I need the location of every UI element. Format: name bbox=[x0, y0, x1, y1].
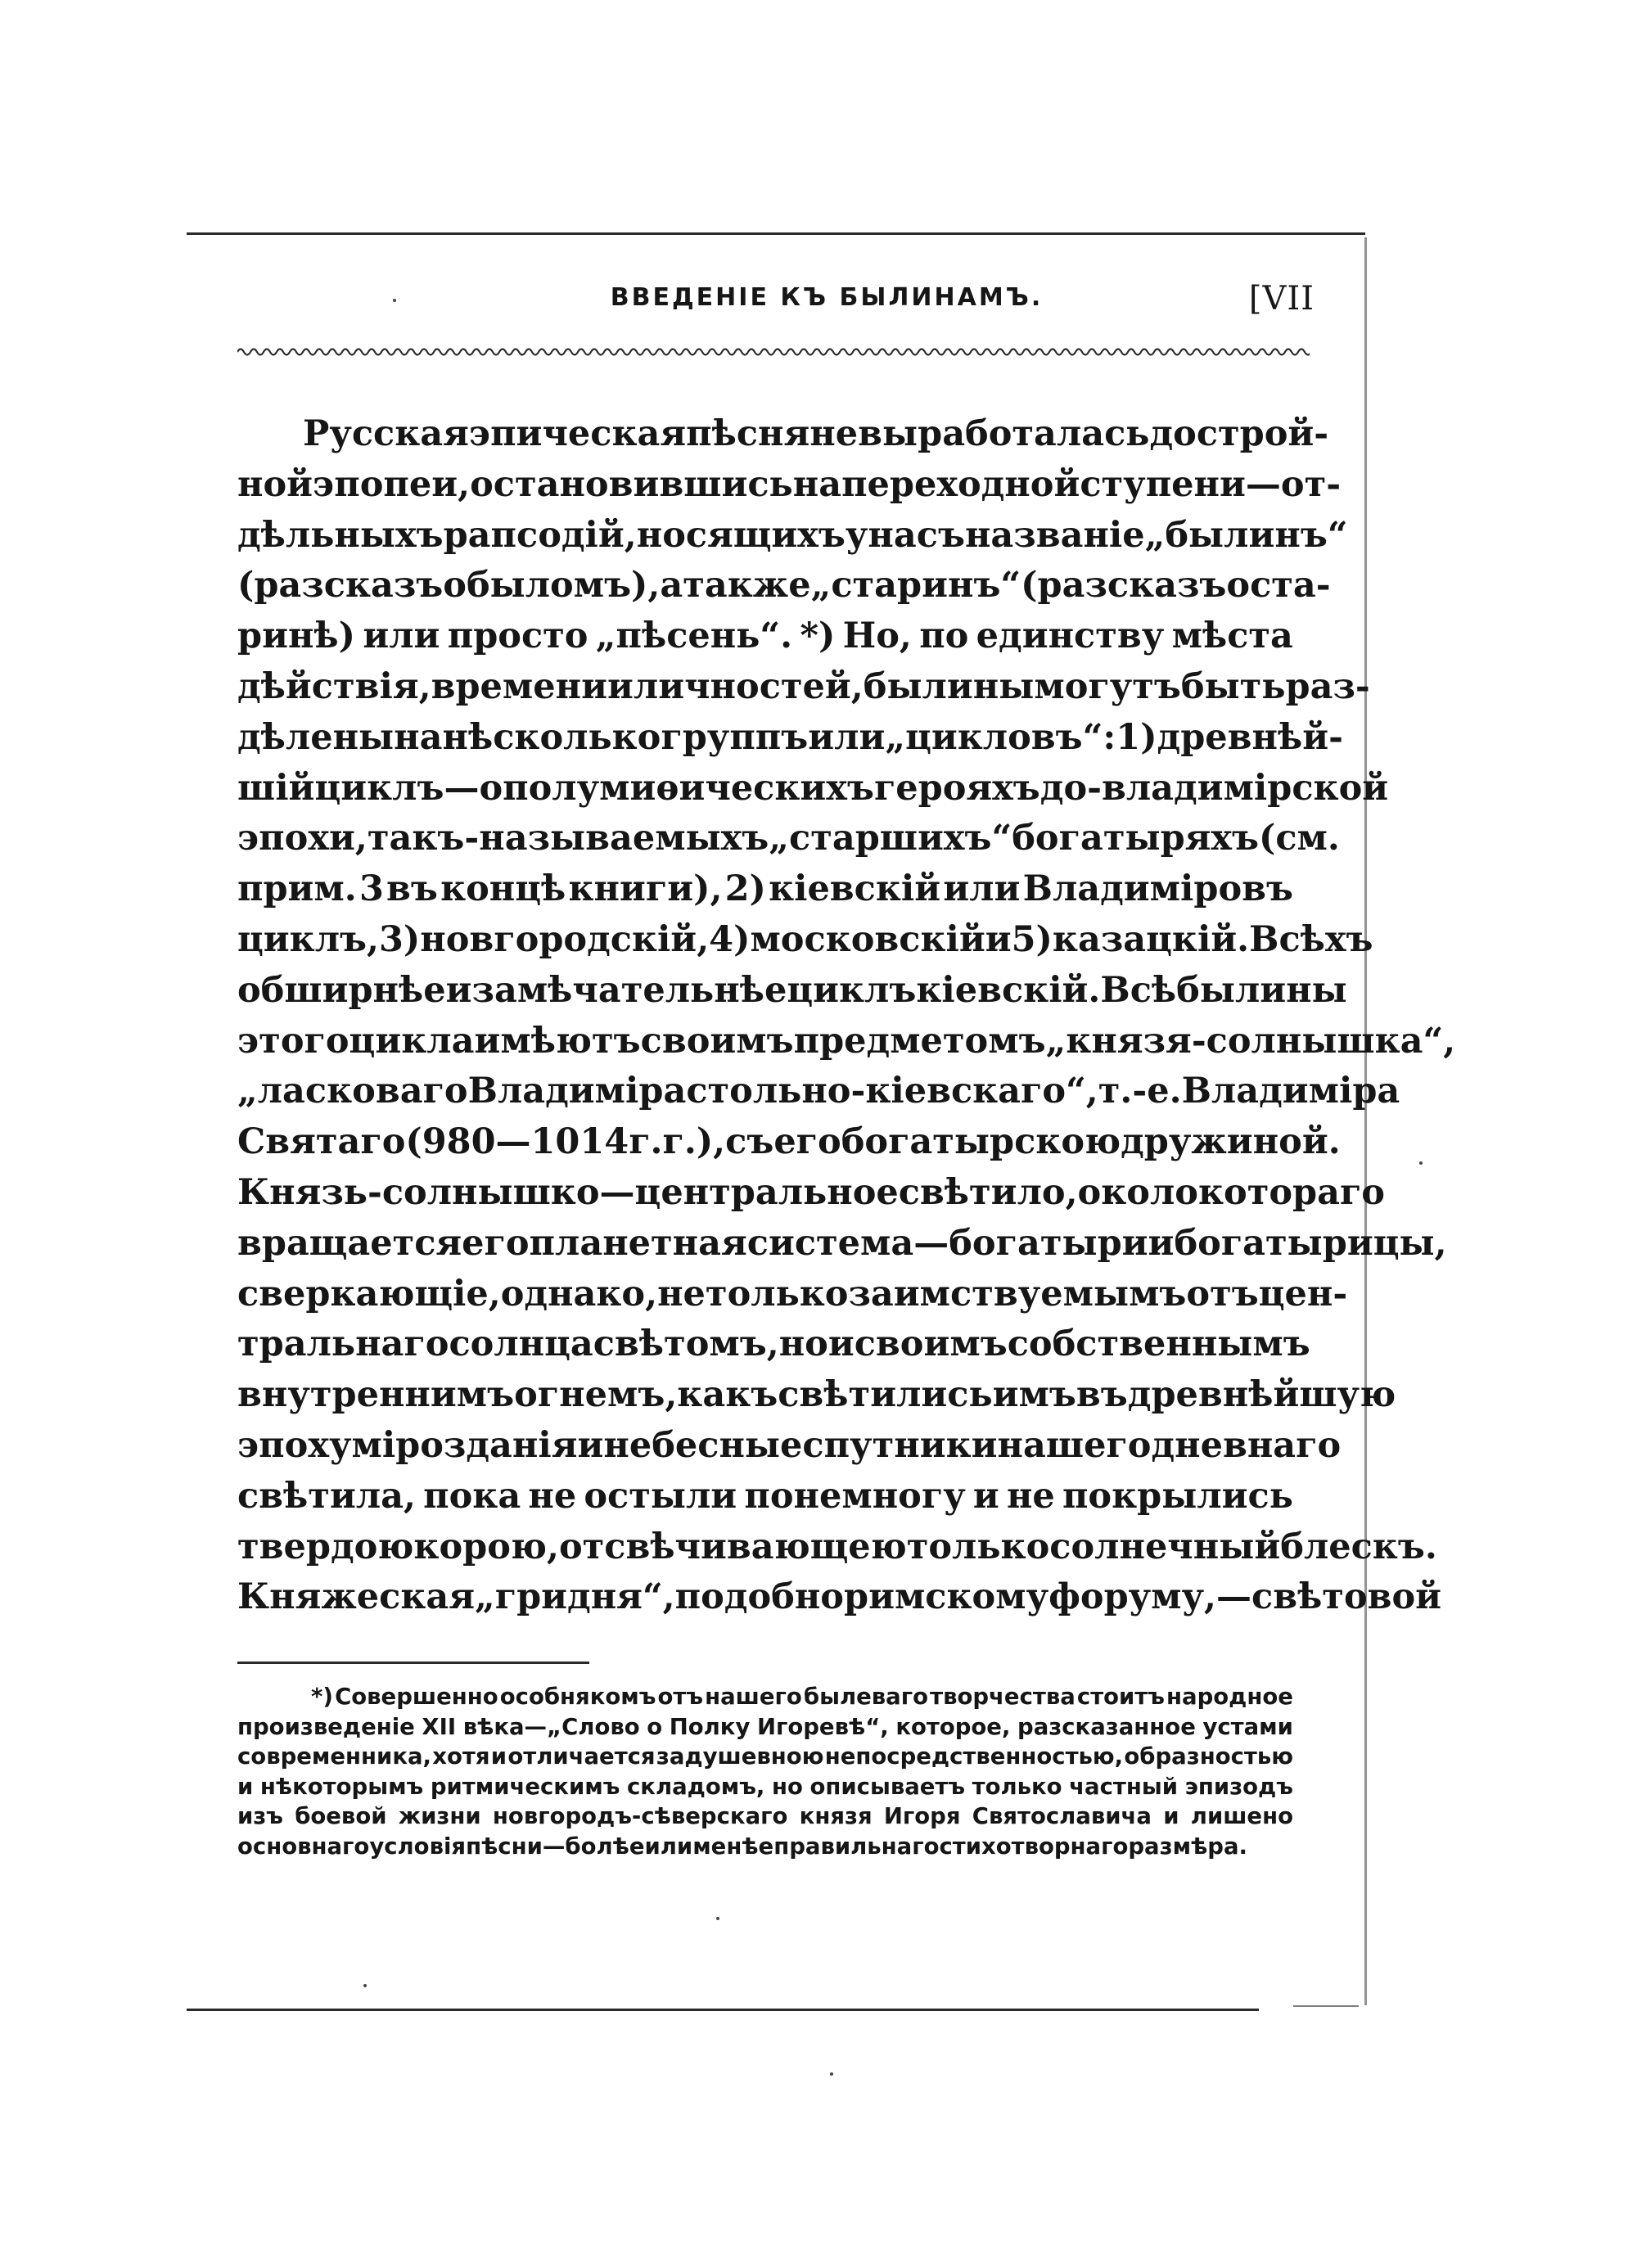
footnote-line: произведеніе XII вѣка—„Слово о Полку Игоревѣ“, которое, разсказанное устами bbox=[237, 1713, 1293, 1740]
bottom-border-rule-tail bbox=[1293, 2005, 1359, 2007]
footnote-line: современника, хотя и отличается задушевною непосредственностью, образностью bbox=[237, 1743, 1293, 1770]
footnote bbox=[237, 1682, 1293, 1861]
footnote-line: изъ боевой жизни новгородъ-сѣверскаго князя Игоря Святославича и лишено bbox=[237, 1803, 1293, 1829]
text-line: циклъ, 3) новгородскій, 4) московскій и 5) казацкій. Всѣхъ bbox=[237, 918, 1373, 960]
right-border-rule bbox=[1364, 237, 1367, 2005]
text-line: эпохи, такъ-называемыхъ „старшихъ“ богатыряхъ (см. bbox=[237, 818, 1340, 859]
text-line: (разсказъ о быломъ), а также „старинъ“ (разсказъ о ста- bbox=[237, 565, 1331, 606]
scan-speck bbox=[393, 299, 396, 302]
text-line: шій циклъ—о полумиѳическихъ герояхъ до-владимірской bbox=[237, 767, 1389, 809]
page-number: [VII bbox=[1248, 280, 1315, 318]
text-line: дѣльныхъ рапсодій, носящихъ у насъ названіе „былинъ“ bbox=[237, 514, 1348, 556]
text-line: Князь-солнышко — центральное свѣтило, около котораго bbox=[237, 1171, 1385, 1213]
text-line: ной эпопеи, остановившись на переходной ступени—от- bbox=[237, 463, 1342, 505]
text-line: твердою корою, отсвѣчивающею только солнечный блескъ. bbox=[237, 1526, 1437, 1567]
footnote-line: *) Совершенно особнякомъ отъ нашего былеваго творчества стоитъ народное bbox=[311, 1684, 1293, 1710]
text-line: свѣтила, пока не остыли понемногу и не покрылись bbox=[237, 1475, 1293, 1517]
scan-speck bbox=[1419, 1161, 1423, 1165]
scan-speck bbox=[716, 1917, 719, 1920]
text-line: тральнаго солнца свѣтомъ, но и своимъ собственнымъ bbox=[237, 1323, 1310, 1365]
footnote-separator bbox=[237, 1662, 589, 1664]
running-head: ВВЕДЕНІЕ КЪ БЫЛИНАМЪ. bbox=[610, 283, 1044, 312]
scan-speck bbox=[830, 2072, 833, 2076]
text-line: дѣйствія, времени и личностей, былины могутъ быть раз- bbox=[237, 665, 1370, 707]
text-line: этого цикла имѣютъ своимъ предметомъ „князя-солнышка“, bbox=[237, 1020, 1456, 1062]
text-line: ринѣ) или просто „пѣсень“. *) Но, по единству мѣста bbox=[237, 615, 1293, 657]
footnote-line: и нѣкоторымъ ритмическимъ складомъ, но описываетъ только частный эпизодъ bbox=[237, 1773, 1293, 1800]
page-header bbox=[237, 280, 1318, 329]
main-text bbox=[237, 409, 1456, 1623]
text-line: „ласковаго Владиміра стольно-кіевскаго“, т.-е. Владиміра bbox=[237, 1071, 1400, 1112]
footnote-line: основнаго условія пѣсни—болѣе или менѣе правильнаго стихотворнаго размѣра. bbox=[237, 1833, 1247, 1860]
text-line: Святаго (980—1014 г.г.), съ его богатырскою дружиной. bbox=[237, 1121, 1341, 1163]
decorative-wavy-rule bbox=[237, 344, 1310, 360]
text-line: Русская эпическая пѣсня не выработалась до строй- bbox=[303, 413, 1329, 454]
text-line: эпоху мірозданія и небесные спутники нашего дневнаго bbox=[237, 1424, 1342, 1466]
text-line: дѣлены на нѣсколько группъ или „цикловъ“: 1) древнѣй- bbox=[237, 716, 1343, 758]
text-line: вращается его планетная система—богатыри и богатырицы, bbox=[237, 1222, 1447, 1264]
text-line: сверкающіе, однако, не только заимствуемымъ отъ цен- bbox=[237, 1273, 1348, 1314]
scan-speck bbox=[363, 1984, 367, 1987]
text-line: внутреннимъ огнемъ, какъ свѣтились имъ въ древнѣйшую bbox=[237, 1374, 1396, 1416]
bottom-border-rule bbox=[187, 2009, 1259, 2011]
text-line: обширнѣе и замѣчательнѣе циклъ кіевскій. Всѣ былины bbox=[237, 969, 1347, 1011]
text-line: Княжеская „гридня“, подобно римскому форуму,—свѣтовой bbox=[237, 1576, 1442, 1618]
top-border-rule bbox=[187, 232, 1365, 235]
text-line: прим. 3 въ концѣ книги), 2) кіевскій или Владиміровъ bbox=[237, 868, 1293, 910]
